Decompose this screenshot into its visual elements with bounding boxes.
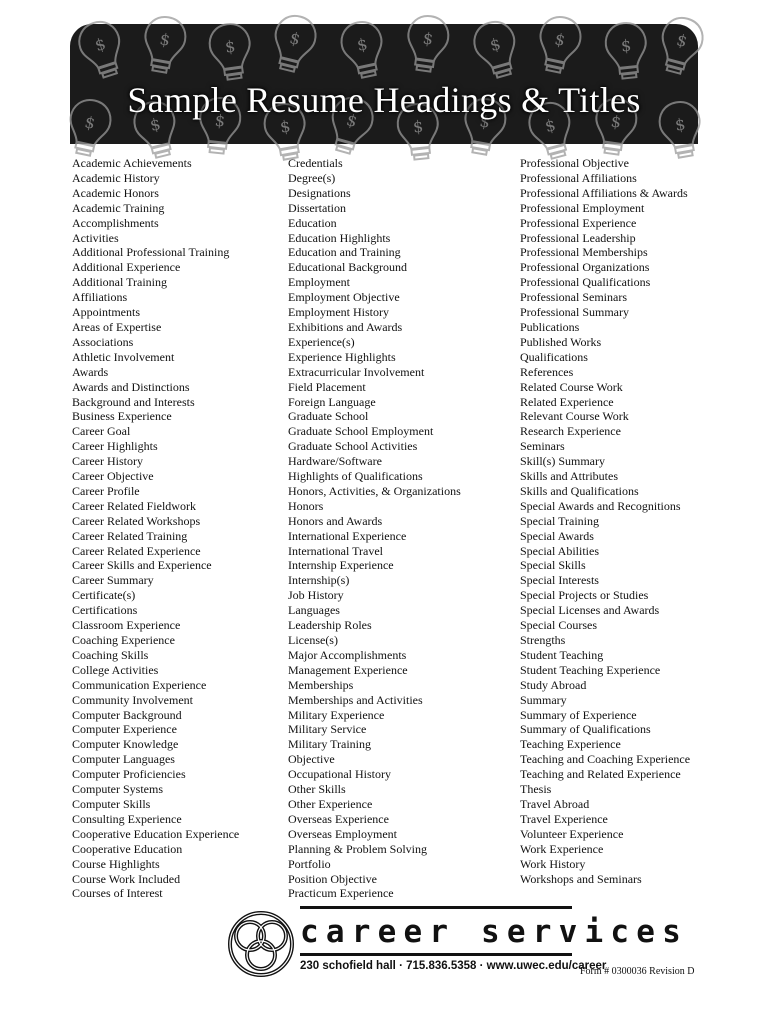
- heading-item: Career Objective: [72, 469, 154, 484]
- heading-item: Education: [288, 215, 337, 230]
- heading-item: International Experience: [288, 528, 407, 543]
- heading-item: Seminars: [520, 439, 565, 454]
- heading-item: Internship(s): [288, 573, 350, 588]
- heading-item: Additional Experience: [72, 260, 181, 275]
- headings-column-1: [72, 156, 239, 901]
- heading-item: Special Projects or Studies: [520, 588, 649, 603]
- heading-item: Planning & Problem Solving: [288, 841, 428, 856]
- heading-item: Occupational History: [288, 767, 391, 782]
- heading-item: Cooperative Education: [72, 841, 183, 856]
- heading-item: Overseas Experience: [288, 811, 389, 826]
- heading-item: Relevant Course Work: [520, 409, 629, 424]
- heading-item: Additional Professional Training: [72, 245, 230, 260]
- heading-item: Teaching and Related Experience: [520, 767, 681, 782]
- heading-item: Career Profile: [72, 483, 140, 498]
- heading-item: Computer Background: [72, 707, 182, 722]
- heading-item: Internship Experience: [288, 558, 394, 573]
- heading-item: Special Awards and Recognitions: [520, 498, 681, 513]
- heading-item: Professional Experience: [520, 215, 637, 230]
- heading-item: Experience(s): [288, 334, 355, 349]
- heading-item: Extracurricular Involvement: [288, 364, 425, 379]
- heading-item: Special Training: [520, 513, 600, 528]
- heading-item: Summary: [520, 692, 567, 707]
- heading-item: Computer Skills: [72, 796, 151, 811]
- heading-item: Published Works: [520, 334, 602, 349]
- heading-item: Special Abilities: [520, 543, 599, 558]
- heading-item: Special Awards: [520, 528, 594, 543]
- heading-item: Associations: [72, 334, 134, 349]
- heading-item: Career Summary: [72, 573, 154, 588]
- heading-item: Skills and Attributes: [520, 469, 619, 484]
- heading-item: Courses of Interest: [72, 886, 163, 901]
- logo-bottom-rule: [300, 953, 572, 956]
- heading-item: Community Involvement: [72, 692, 193, 707]
- heading-item: Objective: [288, 752, 335, 767]
- heading-item: Career Skills and Experience: [72, 558, 212, 573]
- heading-item: Thesis: [520, 782, 552, 797]
- heading-item: Affiliations: [72, 290, 128, 305]
- heading-item: Computer Knowledge: [72, 737, 179, 752]
- heading-item: Teaching and Coaching Experience: [520, 752, 691, 767]
- heading-item: Professional Summary: [520, 305, 629, 320]
- heading-item: Work Experience: [520, 841, 604, 856]
- heading-item: Appointments: [72, 305, 140, 320]
- heading-item: Summary of Experience: [520, 707, 637, 722]
- heading-item: Other Experience: [288, 796, 373, 811]
- heading-item: Special Licenses and Awards: [520, 603, 660, 618]
- heading-item: Professional Leadership: [520, 230, 636, 245]
- heading-item: Employment Objective: [288, 290, 400, 305]
- heading-item: Related Experience: [520, 394, 614, 409]
- heading-item: College Activities: [72, 662, 159, 677]
- title-banner: [65, 15, 698, 144]
- heading-item: Professional Memberships: [520, 245, 648, 260]
- heading-item: Exhibitions and Awards: [288, 319, 403, 334]
- heading-item: Leadership Roles: [288, 618, 372, 633]
- heading-item: Areas of Expertise: [72, 319, 162, 334]
- heading-item: Awards: [72, 364, 109, 379]
- heading-item: Memberships and Activities: [288, 692, 423, 707]
- heading-item: Management Experience: [288, 662, 408, 677]
- heading-item: Honors and Awards: [288, 513, 383, 528]
- heading-item: Coaching Skills: [72, 647, 149, 662]
- heading-item: Skill(s) Summary: [520, 454, 606, 469]
- heading-item: Qualifications: [520, 349, 588, 364]
- heading-item: Graduate School Employment: [288, 424, 434, 439]
- career-services-logo-icon: [226, 906, 296, 982]
- heading-item: Business Experience: [72, 409, 172, 424]
- heading-item: Strengths: [520, 633, 566, 647]
- brand-name: career services: [300, 914, 688, 950]
- heading-item: Summary of Qualifications: [520, 722, 651, 737]
- heading-item: Experience Highlights: [288, 349, 396, 364]
- heading-item: Hardware/Software: [288, 454, 382, 469]
- heading-item: Overseas Employment: [288, 826, 397, 841]
- heading-item: Degree(s): [288, 170, 336, 185]
- heading-item: Military Training: [288, 737, 372, 752]
- heading-item: Teaching Experience: [520, 737, 621, 752]
- heading-item: Special Interests: [520, 573, 599, 588]
- heading-item: Computer Experience: [72, 722, 177, 737]
- heading-item: Academic History: [72, 170, 160, 185]
- heading-item: Related Course Work: [520, 379, 623, 394]
- heading-item: Study Abroad: [520, 677, 587, 692]
- heading-item: Education Highlights: [288, 230, 391, 245]
- heading-item: Student Teaching Experience: [520, 662, 661, 677]
- heading-item: Education and Training: [288, 245, 401, 260]
- heading-item: Honors: [288, 498, 324, 513]
- heading-item: Position Objective: [288, 871, 377, 886]
- heading-item: Honors, Activities, & Organizations: [288, 483, 461, 498]
- heading-item: Professional Organizations: [520, 260, 650, 275]
- heading-item: Coaching Experience: [72, 633, 175, 647]
- heading-item: Dissertation: [288, 200, 346, 215]
- heading-item: Languages: [288, 603, 340, 618]
- heading-item: Academic Training: [72, 200, 165, 215]
- heading-item: Graduate School: [288, 409, 369, 424]
- heading-item: Academic Honors: [72, 185, 159, 200]
- heading-item: Employment History: [288, 305, 389, 320]
- heading-item: Special Skills: [520, 558, 586, 573]
- heading-item: Workshops and Seminars: [520, 871, 642, 886]
- heading-item: Athletic Involvement: [72, 349, 175, 364]
- headings-column-3: [520, 156, 690, 886]
- heading-item: Field Placement: [288, 379, 366, 394]
- heading-item: Travel Experience: [520, 811, 608, 826]
- heading-item: Career Goal: [72, 424, 131, 439]
- heading-item: Professional Affiliations & Awards: [520, 185, 688, 200]
- contact-address: 230 schofield hall · 715.836.5358 · www.uwec.edu/career: [300, 960, 607, 972]
- headings-column-2: [288, 156, 461, 901]
- heading-item: Computer Proficiencies: [72, 767, 186, 782]
- heading-item: Graduate School Activities: [288, 439, 418, 454]
- heading-item: Publications: [520, 319, 580, 334]
- heading-item: Military Experience: [288, 707, 385, 722]
- heading-item: Activities: [72, 230, 119, 245]
- heading-item: Course Work Included: [72, 871, 181, 886]
- heading-item: References: [520, 364, 574, 379]
- page-title: Sample Resume Headings & Titles: [127, 80, 641, 120]
- heading-item: Practicum Experience: [288, 886, 394, 901]
- form-number: Form # 0300036 Revision D: [580, 966, 695, 977]
- heading-item: Classroom Experience: [72, 618, 181, 633]
- heading-item: Professional Affiliations: [520, 170, 637, 185]
- heading-item: Career Highlights: [72, 439, 158, 454]
- heading-item: Major Accomplishments: [288, 647, 407, 662]
- heading-item: Travel Abroad: [520, 796, 590, 811]
- heading-item: Other Skills: [288, 782, 346, 797]
- heading-item: Certifications: [72, 603, 138, 618]
- lightbulb-pattern-icon: $: [70, 24, 698, 144]
- heading-item: Memberships: [288, 677, 354, 692]
- logo-top-rule: [300, 906, 572, 909]
- heading-item: Educational Background: [288, 260, 407, 275]
- heading-item: License(s): [288, 633, 338, 647]
- heading-item: Portfolio: [288, 856, 331, 871]
- heading-item: Career Related Fieldwork: [72, 498, 196, 513]
- heading-item: Professional Objective: [520, 156, 629, 170]
- heading-item: Career Related Training: [72, 528, 188, 543]
- heading-item: Military Service: [288, 722, 367, 737]
- heading-item: Student Teaching: [520, 647, 604, 662]
- heading-item: Career Related Workshops: [72, 513, 201, 528]
- heading-item: Academic Achievements: [72, 156, 192, 170]
- heading-item: International Travel: [288, 543, 383, 558]
- heading-item: Communication Experience: [72, 677, 207, 692]
- heading-item: Career History: [72, 454, 143, 469]
- heading-item: Work History: [520, 856, 586, 871]
- heading-item: Professional Seminars: [520, 290, 627, 305]
- heading-item: Course Highlights: [72, 856, 160, 871]
- heading-item: Awards and Distinctions: [72, 379, 190, 394]
- heading-item: Professional Qualifications: [520, 275, 651, 290]
- heading-item: Accomplishments: [72, 215, 159, 230]
- heading-item: Foreign Language: [288, 394, 376, 409]
- heading-item: Volunteer Experience: [520, 826, 624, 841]
- heading-item: Special Courses: [520, 618, 597, 633]
- heading-item: Research Experience: [520, 424, 621, 439]
- heading-item: Certificate(s): [72, 588, 136, 603]
- heading-item: Additional Training: [72, 275, 168, 290]
- heading-item: Career Related Experience: [72, 543, 201, 558]
- heading-item: Credentials: [288, 156, 343, 170]
- heading-item: Cooperative Education Experience: [72, 826, 240, 841]
- heading-item: Computer Systems: [72, 782, 164, 797]
- heading-item: Computer Languages: [72, 752, 175, 767]
- heading-item: Consulting Experience: [72, 811, 182, 826]
- heading-item: Skills and Qualifications: [520, 483, 639, 498]
- heading-item: Highlights of Qualifications: [288, 469, 423, 484]
- heading-item: Employment: [288, 275, 350, 290]
- heading-item: Designations: [288, 185, 351, 200]
- heading-item: Professional Employment: [520, 200, 645, 215]
- heading-item: Background and Interests: [72, 394, 195, 409]
- heading-item: Job History: [288, 588, 344, 603]
